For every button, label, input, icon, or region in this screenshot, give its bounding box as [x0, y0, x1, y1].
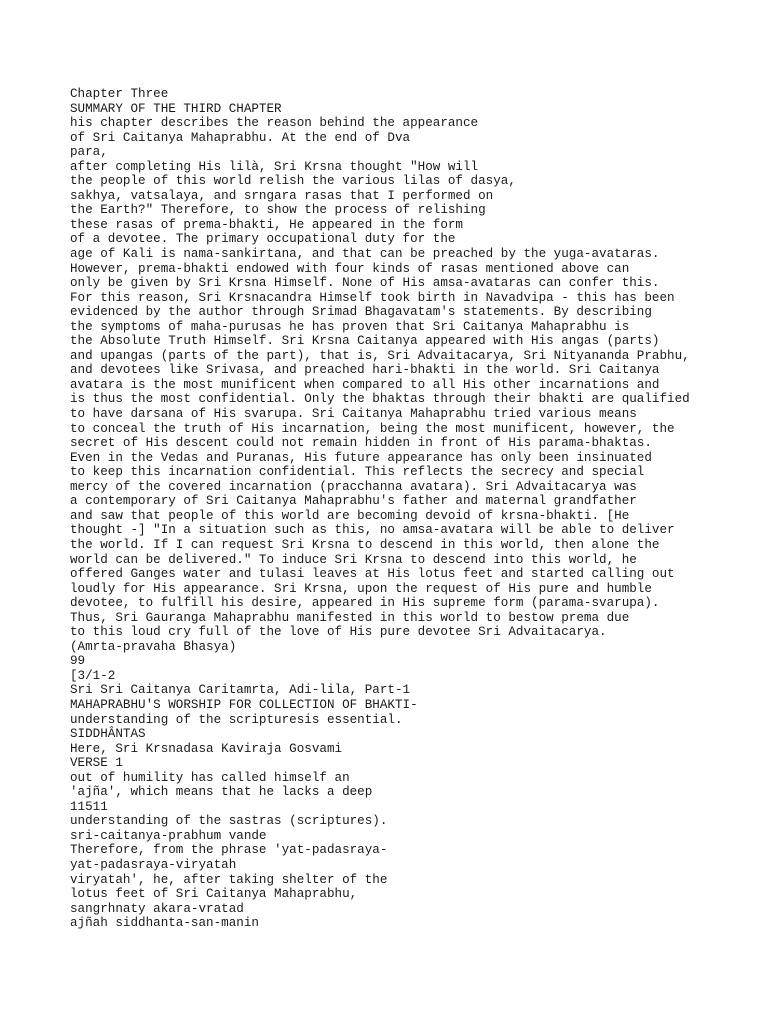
- text-line: viryatah', he, after taking shelter of the: [70, 872, 388, 887]
- text-line: Therefore, from the phrase 'yat-padasraya-: [70, 843, 388, 858]
- text-line: to have darsana of His svarupa. Sri Caitanya Mahaprabhu tried various means: [70, 407, 637, 422]
- text-line: avatara is the most munificent when compared to all His other incarnations and: [70, 377, 660, 392]
- text-line: to this loud cry full of the love of His pure devotee Sri Advaitacarya.: [70, 625, 607, 640]
- text-line: to keep this incarnation confidential. This reflects the secrecy and special: [70, 465, 645, 480]
- text-line: loudly for His appearance. Sri Krsna, upon the request of His pure and humble: [70, 581, 652, 596]
- text-line: the symptoms of maha-purusas he has proven that Sri Caitanya Mahaprabhu is: [70, 319, 630, 334]
- text-line: Here, Sri Krsnadasa Kaviraja Gosvami: [70, 741, 343, 756]
- text-line: his chapter describes the reason behind the appearance: [70, 116, 479, 131]
- text-line: yat-padasraya-viryatah: [70, 857, 237, 872]
- text-line: understanding of the sastras (scriptures).: [70, 814, 388, 829]
- text-line: sri-caitanya-prabhum vande: [70, 828, 267, 843]
- text-line: understanding of the scripturesis essential.: [70, 712, 403, 727]
- text-line: SIDDHÂNTAS: [70, 727, 146, 742]
- text-line: and upangas (parts of the part), that is, Sri Advaitacarya, Sri Nityananda Prabhu,: [70, 348, 690, 363]
- text-line: world can be delivered." To induce Sri Krsna to descend into this world, he: [70, 552, 637, 567]
- text-line: the Earth?" Therefore, to show the process of relishing: [70, 203, 486, 218]
- text-line: SUMMARY OF THE THIRD CHAPTER: [70, 101, 282, 116]
- text-line: is thus the most confidential. Only the bhaktas through their bhakti are qualified: [70, 392, 690, 407]
- text-line: Even in the Vedas and Puranas, His future appearance has only been insinuated: [70, 450, 652, 465]
- text-line: ajñah siddhanta-san-manin: [70, 916, 259, 931]
- text-line: mercy of the covered incarnation (pracchanna avatara). Sri Advaitacarya was: [70, 479, 637, 494]
- text-line: para,: [70, 145, 108, 160]
- text-line: out of humility has called himself an: [70, 770, 350, 785]
- text-line: thought -] "In a situation such as this, no amsa-avatara will be able to deliver: [70, 523, 675, 538]
- text-line: and devotees like Srivasa, and preached hari-bhakti in the world. Sri Caitanya: [70, 363, 660, 378]
- text-line: of a devotee. The primary occupational duty for the: [70, 232, 456, 247]
- text-line: secret of His descent could not remain hidden in front of His parama-bhaktas.: [70, 436, 652, 451]
- text-line: and saw that people of this world are becoming devoid of krsna-bhakti. [He: [70, 508, 630, 523]
- text-line: a contemporary of Sri Caitanya Mahaprabhu's father and maternal grandfather: [70, 494, 637, 509]
- text-line: lotus feet of Sri Caitanya Mahaprabhu,: [70, 887, 358, 902]
- text-line: sakhya, vatsalaya, and srngara rasas that I performed on: [70, 188, 494, 203]
- text-line: Chapter Three: [70, 87, 169, 101]
- text-line: 11511: [70, 799, 108, 814]
- text-line: the world. If I can request Sri Krsna to descend in this world, then alone the: [70, 537, 660, 552]
- text-line: offered Ganges water and tulasi leaves at His lotus feet and started calling out: [70, 567, 675, 582]
- text-line: Thus, Sri Gauranga Mahaprabhu manifested in this world to bestow prema due: [70, 610, 630, 625]
- text-line: VERSE 1: [70, 756, 123, 771]
- text-line: after completing His lilà, Sri Krsna thought "How will: [70, 159, 479, 174]
- text-line: devotee, to fulfill his desire, appeared in His supreme form (parama-svarupa).: [70, 596, 660, 611]
- text-line: these rasas of prema-bhakti, He appeared in the form: [70, 217, 463, 232]
- text-line: sangrhnaty akara-vratad: [70, 901, 244, 916]
- text-line: Sri Sri Caitanya Caritamrta, Adi-lila, Part-1: [70, 683, 411, 698]
- text-line: (Amrta-pravaha Bhasya): [70, 639, 237, 654]
- text-line: of Sri Caitanya Mahaprabhu. At the end of Dva: [70, 130, 411, 145]
- text-line: [3/1-2: [70, 668, 116, 683]
- text-line: the Absolute Truth Himself. Sri Krsna Caitanya appeared with His angas (parts): [70, 334, 660, 349]
- text-line: only be given by Sri Krsna Himself. None of His amsa-avataras can confer this.: [70, 276, 660, 291]
- document-text: [70, 87, 730, 931]
- text-line: the people of this world relish the various lilas of dasya,: [70, 174, 516, 189]
- text-line: 'ajña', which means that he lacks a deep: [70, 785, 373, 800]
- text-line: to conceal the truth of His incarnation, being the most munificent, however, the: [70, 421, 675, 436]
- text-line: MAHAPRABHU'S WORSHIP FOR COLLECTION OF BHAKTI-: [70, 697, 418, 712]
- text-line: However, prema-bhakti endowed with four kinds of rasas mentioned above can: [70, 261, 630, 276]
- text-line: age of Kali is nama-sankirtana, and that can be preached by the yuga-avataras.: [70, 247, 660, 262]
- text-line: 99: [70, 654, 86, 669]
- text-line: For this reason, Sri Krsnacandra Himself took birth in Navadvipa - this has been: [70, 290, 675, 305]
- text-line: evidenced by the author through Srimad Bhagavatam's statements. By describing: [70, 305, 652, 320]
